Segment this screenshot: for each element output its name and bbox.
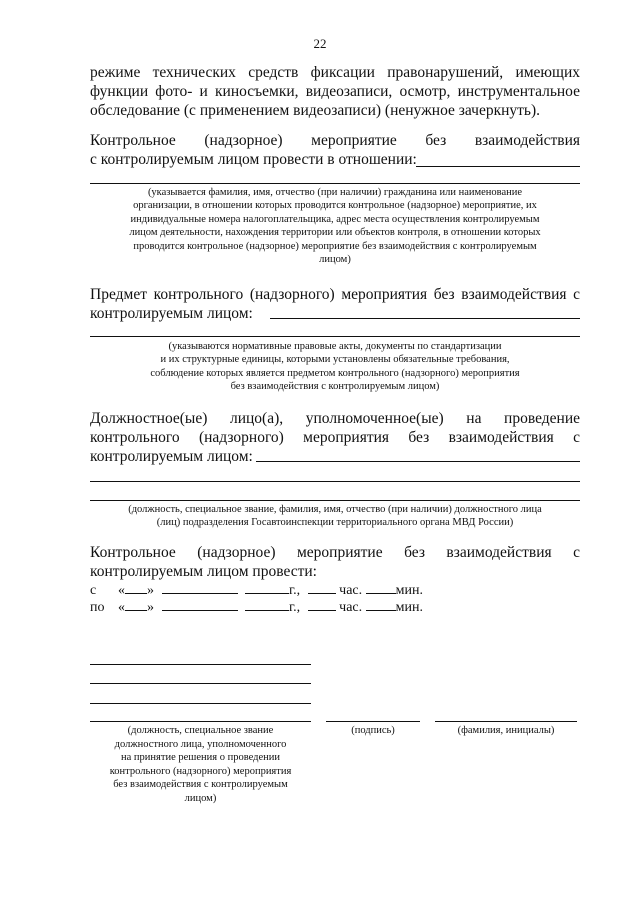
s3-line-2: контрольного (надзорного) мероприятия без взаимодействия с: [90, 429, 580, 446]
s3-note-line: (лиц) подразделения Госавтоинспекции территориального органа МВД России): [156, 517, 514, 529]
sig-position-caption: [90, 724, 311, 806]
to-year-suffix: г.,: [289, 600, 301, 615]
from-min-field[interactable]: [366, 580, 396, 594]
s1-note-line: проводится контрольное (надзорное) мероприятие без взаимодействия с контролируемым: [133, 240, 537, 252]
sig-name-caption: (фамилия, инициалы): [457, 725, 555, 736]
period-to-row: [90, 597, 423, 616]
s2-line-2: контролируемым лицом:: [90, 305, 253, 322]
s1-note-line: организации, в отношении которых проводится контрольное (надзорное) мероприятие, их: [133, 200, 537, 212]
from-close-quote: »: [147, 583, 154, 598]
to-year-field[interactable]: [245, 597, 289, 611]
to-min-suffix: мин.: [395, 600, 423, 615]
to-hour-field[interactable]: [308, 597, 336, 611]
sig-signature-caption: (подпись): [351, 725, 395, 736]
sig-position-caption-line: на принятие решения о проведении: [121, 752, 280, 764]
section-subject-person: [90, 131, 580, 169]
sig-position-caption-line: лицом): [184, 792, 217, 804]
s1-fill-line-inline[interactable]: [416, 166, 580, 167]
s2-line-1: Предмет контрольного (надзорного) мероприятия без взаимодействия с: [90, 286, 580, 303]
s3-fill-line-full-1[interactable]: [90, 481, 580, 482]
s1-note: [95, 186, 575, 266]
sig-signature-line[interactable]: [326, 721, 420, 722]
from-day-field[interactable]: [125, 580, 147, 594]
intro-line-2: функции фото- и киносъемки, видеозаписи, осмотр, инструментальное: [90, 83, 580, 100]
from-year-suffix: г.,: [289, 583, 301, 598]
s1-note-line: лицом): [319, 254, 351, 266]
s1-fill-line-full[interactable]: [90, 183, 580, 184]
from-year-field[interactable]: [245, 580, 289, 594]
section-period: [90, 543, 580, 581]
s2-fill-line-inline[interactable]: [270, 318, 580, 319]
s3-note-line: (должность, специальное звание, фамилия, имя, отчество (при наличии) должностного лица: [128, 504, 542, 515]
s1-note-line: индивидуальные номера налогоплательщика, адрес места осуществления контролируемым: [130, 213, 540, 225]
s4-line-1: Контрольное (надзорное) мероприятие без взаимодействия с: [90, 544, 580, 561]
sig-name-line[interactable]: [435, 721, 577, 722]
to-hour-suffix: час.: [339, 600, 363, 615]
s2-note: [95, 340, 575, 394]
s3-note: [92, 503, 578, 530]
s2-note-line: без взаимодействия с контролируемым лицом): [230, 381, 440, 393]
to-prefix: по: [90, 600, 105, 615]
from-prefix: с: [90, 583, 97, 598]
s2-note-line: и их структурные единицы, которыми установлены обязательные требования,: [160, 354, 510, 366]
intro-line-3: обследование (с применением видеозаписи) (ненужное зачеркнуть).: [90, 102, 541, 119]
sig-position-caption-line: должностного лица, уполномоченного: [114, 738, 287, 750]
sig-position-caption-line: (должность, специальное звание: [127, 725, 274, 736]
from-hour-suffix: час.: [339, 583, 363, 598]
to-open-quote: «: [118, 600, 125, 615]
sig-position-line-4[interactable]: [90, 721, 311, 722]
sig-position-caption-line: контрольного (надзорного) мероприятия: [109, 765, 292, 777]
s1-line-2: с контролируемым лицом провести в отношении:: [90, 151, 417, 168]
s1-line-1: Контрольное (надзорное) мероприятие без взаимодействия: [90, 132, 580, 149]
section-officials: [90, 409, 580, 466]
to-day-field[interactable]: [125, 597, 147, 611]
page-number: 22: [313, 36, 327, 51]
to-min-field[interactable]: [366, 597, 396, 611]
sig-position-caption-line: без взаимодействия с контролируемым: [113, 779, 288, 791]
s3-fill-line-inline[interactable]: [256, 461, 580, 462]
s2-note-line: (указываются нормативные правовые акты, документы по стандартизации: [168, 341, 502, 352]
s3-line-1: Должностное(ые) лицо(а), уполномоченное(ые) на проведение: [90, 410, 580, 427]
intro-paragraph: [90, 63, 580, 120]
to-month-field[interactable]: [162, 597, 238, 611]
s4-line-2: контролируемым лицом провести:: [90, 563, 317, 580]
to-close-quote: »: [147, 600, 154, 615]
from-open-quote: «: [118, 583, 125, 598]
s2-fill-line-full[interactable]: [90, 336, 580, 337]
sig-position-line-2[interactable]: [90, 683, 311, 684]
intro-line-1: режиме технических средств фиксации правонарушений, имеющих: [90, 64, 580, 81]
from-min-suffix: мин.: [395, 583, 423, 598]
s2-note-line: соблюдение которых является предметом контрольного (надзорного) мероприятия: [150, 367, 520, 379]
sig-position-line-3[interactable]: [90, 703, 311, 704]
s3-fill-line-full-2[interactable]: [90, 500, 580, 501]
s3-line-3: контролируемым лицом:: [90, 448, 253, 465]
s1-note-line: (указывается фамилия, имя, отчество (при наличии) гражданина или наименование: [147, 187, 523, 198]
sig-position-line-1[interactable]: [90, 664, 311, 665]
s1-note-line: лицом деятельности, нахождения территории или объектов контроля, в отношении которых: [129, 227, 541, 239]
from-hour-field[interactable]: [308, 580, 336, 594]
from-month-field[interactable]: [162, 580, 238, 594]
